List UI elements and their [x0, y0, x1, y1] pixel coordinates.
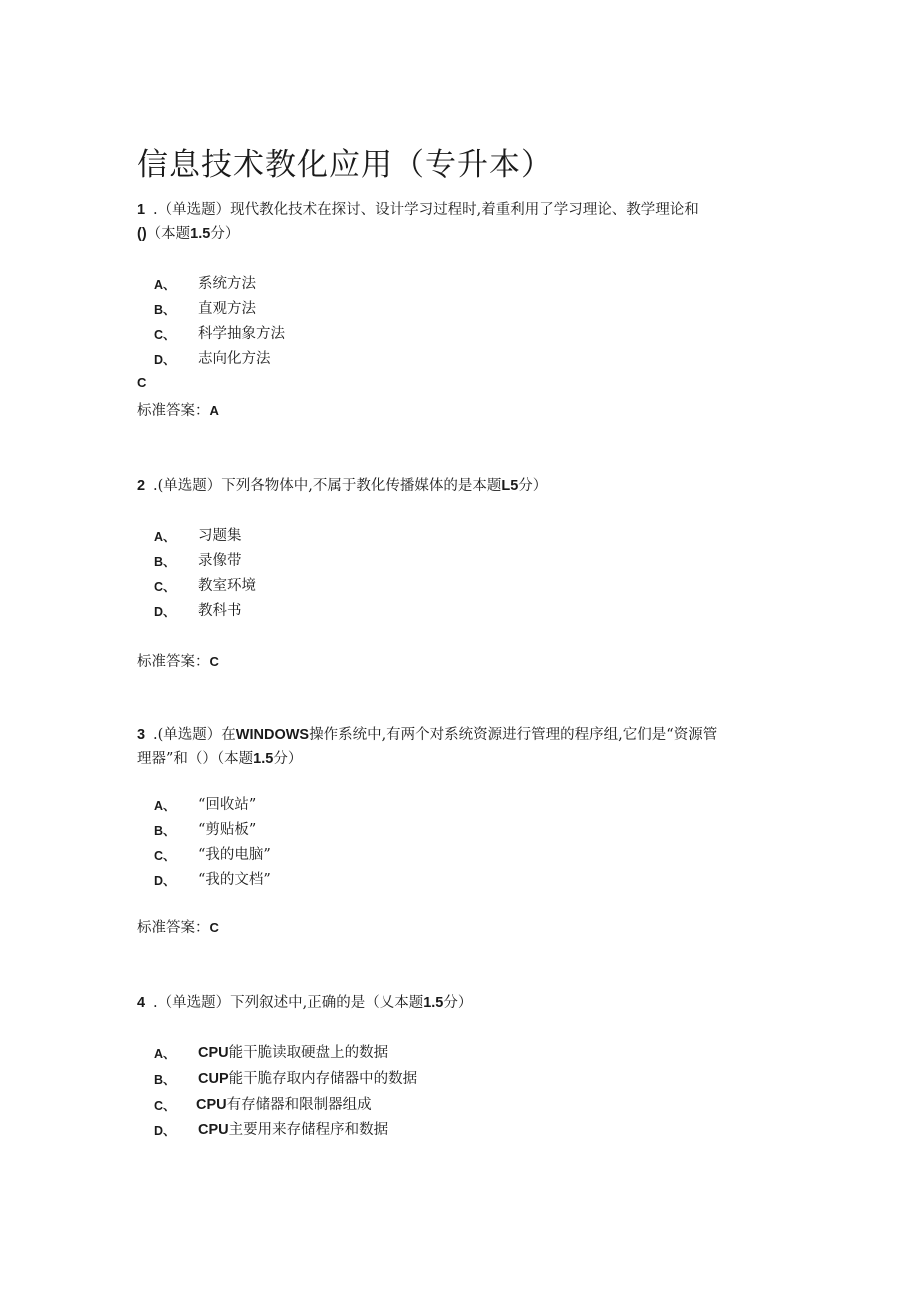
option-letter: A、	[154, 799, 176, 813]
option-letter: C、	[154, 328, 176, 342]
os-name: WINDOWS	[235, 727, 310, 743]
question-3-line-2	[137, 747, 302, 768]
answer-value: A	[209, 403, 219, 418]
score-suffix: 分）	[518, 478, 548, 494]
option-letter: A、	[154, 1047, 176, 1061]
option-code: CUP	[198, 1071, 229, 1087]
question-1-line-2	[137, 222, 239, 243]
option-text: 科学抽象方法	[198, 326, 285, 342]
option-text: 教室环境	[198, 578, 256, 594]
option-desc: 主要用来存储程序和数据	[228, 1122, 389, 1138]
option-code: CPU	[196, 1097, 227, 1113]
standard-answer	[137, 399, 219, 420]
option-text	[198, 1067, 417, 1088]
question-text: .（单选题）现代教化技术在探讨、设计学习过程时,着重利用了学习理论、教学理论和	[153, 202, 699, 218]
option-text: “剪贴板”	[198, 822, 257, 838]
option-text: 志向化方法	[198, 351, 271, 367]
question-text: 理器”和（）（本题	[137, 751, 254, 767]
blank-parens: ()	[137, 226, 147, 242]
question-2-line-1	[137, 474, 547, 495]
option-code: CPU	[198, 1122, 229, 1138]
standard-answer	[137, 650, 219, 671]
option-letter: C、	[154, 1099, 176, 1113]
page-title: 信息技术教化应用（专升本）	[137, 146, 553, 183]
option-text: “我的文档”	[198, 872, 271, 888]
score: 1.5	[423, 995, 444, 1011]
answer-value: C	[209, 654, 219, 669]
question-text: .(单选题）在	[153, 727, 236, 743]
option-letter: B、	[154, 1073, 176, 1087]
option-letter: C、	[154, 849, 176, 863]
option-letter: D、	[154, 874, 176, 888]
option-desc: 能干脆存取内存储器中的数据	[228, 1071, 418, 1087]
option-letter: B、	[154, 303, 176, 317]
question-number: 3	[137, 727, 146, 743]
question-1-line-1	[137, 198, 699, 219]
option-desc: 能干脆读取硬盘上的数据	[228, 1045, 389, 1061]
answer-label: 标准答案：	[137, 403, 210, 419]
option-desc: 有存储器和限制器组成	[226, 1097, 372, 1113]
answer-value: C	[209, 920, 219, 935]
question-3-line-1	[137, 723, 717, 744]
score: L5	[501, 478, 519, 494]
option-text: 直观方法	[198, 301, 256, 317]
option-text: 习题集	[198, 528, 242, 544]
option-letter: B、	[154, 555, 176, 569]
question-4-line-1	[137, 991, 472, 1012]
question-text: .（单选题）下列叙述中,正确的是（乂本题	[153, 995, 424, 1011]
option-letter: B、	[154, 824, 176, 838]
option-text	[198, 1041, 388, 1062]
question-number: 4	[137, 995, 146, 1011]
option-text: 教科书	[198, 603, 242, 619]
option-letter: D、	[154, 1124, 176, 1138]
option-letter: C、	[154, 580, 176, 594]
question-text: .(单选题）下列各物体中,不属于教化传播媒体的是本题	[153, 478, 502, 494]
option-letter: D、	[154, 353, 176, 367]
option-letter: A、	[154, 530, 176, 544]
question-number: 2	[137, 478, 146, 494]
question-number: 1	[137, 202, 146, 218]
question-text: （本题	[146, 226, 191, 242]
option-code: CPU	[198, 1045, 229, 1061]
option-text	[196, 1093, 372, 1114]
option-letter: D、	[154, 605, 176, 619]
score-suffix: 分）	[443, 995, 473, 1011]
option-text: 系统方法	[198, 276, 256, 292]
score: 1.5	[253, 751, 274, 767]
answer-label: 标准答案：	[137, 920, 210, 936]
option-text: 录像带	[198, 553, 242, 569]
selected-answer: C	[137, 375, 147, 390]
option-text: “回收站”	[198, 797, 257, 813]
option-text: “我的电脑”	[198, 847, 271, 863]
question-text: 操作系统中,有两个对系统资源进行管理的程序组,它们是“资源管	[309, 727, 718, 743]
score-suffix: 分）	[273, 751, 303, 767]
score: 1.5	[190, 226, 211, 242]
standard-answer	[137, 916, 219, 937]
option-letter: A、	[154, 278, 176, 292]
answer-label: 标准答案：	[137, 654, 210, 670]
score-suffix: 分）	[210, 226, 240, 242]
option-text	[198, 1118, 388, 1139]
